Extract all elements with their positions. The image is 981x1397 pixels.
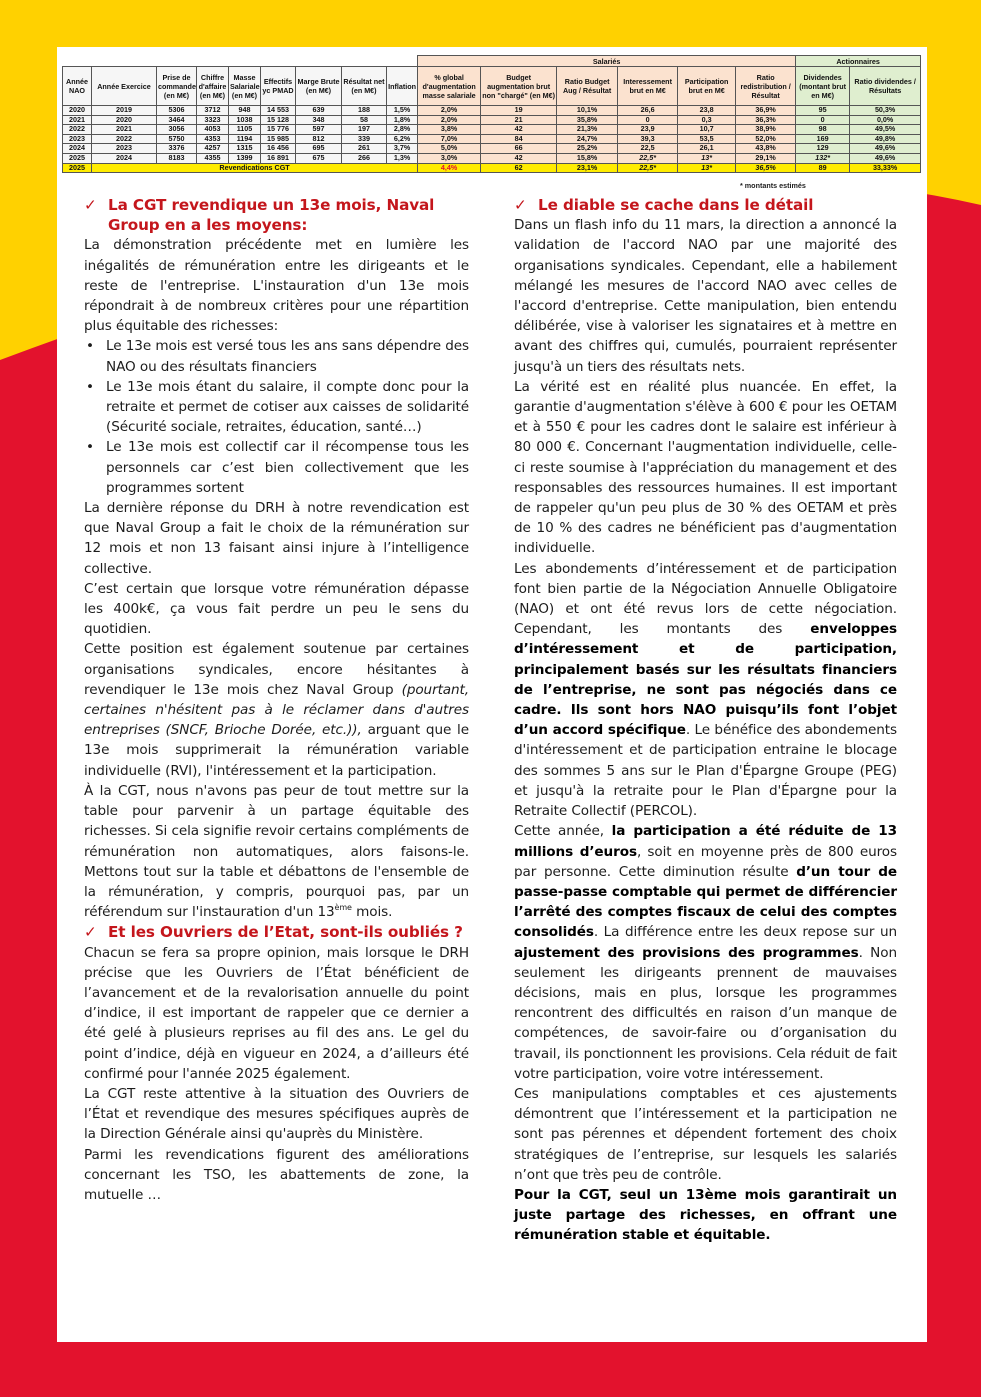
table-cell: 49,6% — [850, 144, 921, 154]
table-cell: 1,3% — [387, 153, 418, 163]
table-cell: 261 — [342, 144, 387, 154]
table-header-cell: Ratio redistribution / Résultat — [736, 67, 796, 106]
table-cell: 5306 — [157, 106, 197, 116]
table-cell: 36,3% — [736, 115, 796, 125]
table-cell: 1105 — [229, 125, 261, 135]
table-cell: 23,8 — [678, 106, 736, 116]
claim-redistribution: 36,5% — [736, 163, 796, 173]
table-cell: 21 — [481, 115, 557, 125]
table-cell: 2021 — [92, 125, 157, 135]
table-cell: 2022 — [63, 125, 92, 135]
table-cell: 0,3 — [678, 115, 736, 125]
table-cell: 2021 — [63, 115, 92, 125]
table-cell: 7,0% — [418, 134, 481, 144]
table-cell: 84 — [481, 134, 557, 144]
table-header-row — [63, 67, 921, 106]
left-column — [84, 195, 469, 1205]
right-column — [514, 195, 897, 1246]
table-cell: 15 776 — [261, 125, 296, 135]
table-row — [63, 134, 921, 144]
table-cell: 50,3% — [850, 106, 921, 116]
table-cell: 53,5 — [678, 134, 736, 144]
paragraph: La vérité est en réalité plus nuancée. En effet, la garantie d'augmentation s'élève à 600 € pour les OETAM et à 550 € pour les cadres dont le salaire est inférieur à 80 000 €. Concernant l'augmentation individuelle, celle-ci reste soumise à l'appréciation du management et des responsables des ressources humaines. Il est important de rappeler qu'un peu plus de 30 % des OETAM et près de 10 % des cadres ne bénéficient pas d'augmentation individuelle. — [514, 378, 897, 557]
table-cell: 2019 — [92, 106, 157, 116]
table-cell: 3,8% — [418, 125, 481, 135]
table-cell: 16 456 — [261, 144, 296, 154]
table-cell: 695 — [296, 144, 342, 154]
table-row — [63, 153, 921, 163]
table-cell: 10,1% — [557, 106, 618, 116]
table-cell: 2024 — [92, 153, 157, 163]
check-icon: ✓ — [514, 196, 527, 214]
heading-ouvriers-etat: ✓ Et les Ouvriers de l’Etat, sont-ils oubliés ? — [84, 923, 463, 942]
table-header-cell: Marge Brute (en M€) — [296, 67, 342, 106]
table-cell: 22,5 — [618, 144, 678, 154]
claim-participation: 13* — [678, 163, 736, 173]
table-cell: 2,8% — [387, 125, 418, 135]
table-cell: 3464 — [157, 115, 197, 125]
table-cell: 3376 — [157, 144, 197, 154]
table-header-cell: Interessement brut en M€ — [618, 67, 678, 106]
table-cell: 639 — [296, 106, 342, 116]
check-icon: ✓ — [84, 196, 97, 214]
paragraph: Cette position est également soutenue par certaines organisations syndicales, encore hésitantes à revendiquer le 13e mois chez Naval Group (pourtant, certaines n'hésitent pas à le réclamer dans d'autres entreprises (SNCF, Brioche Dorée, etc.)), arguant que le 13e mois supprimerait la rémunération variable individuelle (RVI), l'intéressement et la participation. — [84, 641, 470, 779]
table-cell: 2022 — [92, 134, 157, 144]
table-cell: 2020 — [63, 106, 92, 116]
check-icon: ✓ — [84, 923, 97, 942]
table-cell: 49,5% — [850, 125, 921, 135]
table-cell: 19 — [481, 106, 557, 116]
heading-13e-mois: ✓ La CGT revendique un 13e mois, Naval Group en a les moyens: — [84, 196, 435, 235]
table-cell: 39,3 — [618, 134, 678, 144]
paragraph: Parmi les revendications figurent des améliorations concernant les TSO, les abattements de zone, la mutuelle … — [84, 1146, 469, 1203]
table-row — [63, 115, 921, 125]
table-cell: 14 553 — [261, 106, 296, 116]
table-cell: 597 — [296, 125, 342, 135]
table-row — [63, 106, 921, 116]
paragraph: Dans un flash info du 11 mars, la direction a annoncé la validation de l'accord NAO par une majorité des organisations syndicales. Cependant, elle a habilement mélangé les mesures de l'accord NAO avec celles de l'accord d'entreprise. Cette manipulation, bien entendu délibérée, vise à valoriser les signataires et à mettre en avant des chiffres qui, cumulés, pourraient représenter jusqu'à un tiers des résultats nets. — [514, 217, 897, 375]
table-header-cell: Prise de commande (en M€) — [157, 67, 197, 106]
table-header-cell: Ratio Budget Aug / Résultat — [557, 67, 618, 106]
table-cell: 24,7% — [557, 134, 618, 144]
table-cell: 2,0% — [418, 115, 481, 125]
table-header-cell: Effectifs yc PMAD — [261, 67, 296, 106]
table-cell: 15,8% — [557, 153, 618, 163]
table-cell: 2025 — [63, 153, 92, 163]
table-cell: 0 — [618, 115, 678, 125]
table-cell: 1399 — [229, 153, 261, 163]
table-cell: 23,9 — [618, 125, 678, 135]
bullet-list — [84, 336, 469, 498]
table-cell: 1315 — [229, 144, 261, 154]
group-actionnaires: Actionnaires — [796, 56, 921, 67]
table-cell: 3712 — [197, 106, 229, 116]
table-cell: 98 — [796, 125, 850, 135]
table-cell: 5750 — [157, 134, 197, 144]
table-cell: 1,8% — [387, 115, 418, 125]
table-header-cell: Résultat net (en M€) — [342, 67, 387, 106]
table-cell: 15 128 — [261, 115, 296, 125]
claim-ratio: 23,1% — [557, 163, 618, 173]
table-cell: 52,0% — [736, 134, 796, 144]
table-cell: 15 985 — [261, 134, 296, 144]
table-cell: 22,5* — [618, 153, 678, 163]
claim-ratio-div: 33,33% — [850, 163, 921, 173]
table-cell: 1,5% — [387, 106, 418, 116]
claim-dividendes: 89 — [796, 163, 850, 173]
paragraph: La démonstration précédente met en lumière les inégalités de rémunération entre les dirigeants et le reste de l'entreprise. L'instauration d'un 13e mois répondrait à de nombreux critères pour une répartition plus équitable des richesses: — [84, 237, 469, 335]
table-cell: 43,8% — [736, 144, 796, 154]
financial-table — [62, 55, 921, 173]
table-cell: 348 — [296, 115, 342, 125]
claim-pct: 4,4% — [418, 163, 481, 173]
table-header-cell: Inflation — [387, 67, 418, 106]
table-header-cell: Année NAO — [63, 67, 92, 106]
table-cell: 1194 — [229, 134, 261, 144]
table-header-cell: % global d'augmentation masse salariale — [418, 67, 481, 106]
heading-diable-detail: ✓ Le diable se cache dans le détail — [514, 196, 814, 214]
table-cell: 188 — [342, 106, 387, 116]
paragraph: La CGT reste attentive à la situation des Ouvriers de l’État et revendique des mesures spécifiques auprès de la Direction Générale ainsi qu'auprès du Ministère. — [84, 1085, 469, 1143]
table-cell: 38,9% — [736, 125, 796, 135]
table-cell: 2020 — [92, 115, 157, 125]
table-cell: 26,1 — [678, 144, 736, 154]
table-row-claims — [63, 163, 921, 173]
table-cell: 4355 — [197, 153, 229, 163]
table-cell: 42 — [481, 125, 557, 135]
paragraph: Les abondements d’intéressement et de participation font bien partie de la Négociation Annuelle Obligatoire (NAO) et ont été revus lors de cette négociation. Cependant, les montants des enveloppes d’intéressement et de participation, principalement basés sur les résultats financiers de l’entreprise, ne sont pas négociés dans ce cadre. Ils sont hors NAO puisqu’ils font l’objet d’un accord spécifique. Le bénéfice des abondements d'intéressement et de participation entraine le blocage des sommes 5 ans sur le Plan d'Épargne Groupe (PEG) et jusqu'à la retraite pour le Plan d'Épargne pour la Retraite Collectif (PERCOL). — [514, 560, 897, 820]
table-cell: 6,2% — [387, 134, 418, 144]
claim-label: Revendications CGT — [92, 163, 418, 173]
table-cell: 169 — [796, 134, 850, 144]
table-cell: 0,0% — [850, 115, 921, 125]
paragraph: Chacun se fera sa propre opinion, mais lorsque le DRH précise que les Ouvriers de l’État bénéficient de l’avancement et de la revalorisation annuelle du point d’indice, il est important de rappeler que ce dernier a été gelé à plusieurs reprises au fil des ans. Le gel du point d’indice, déjà en vigueur en 2024, a d’ailleurs été confirmé pour l'année 2025 également. — [84, 944, 469, 1082]
table-footnote: * montants estimés — [740, 181, 806, 190]
table-cell: 49,8% — [850, 134, 921, 144]
table-row — [63, 144, 921, 154]
table-cell: 132* — [796, 153, 850, 163]
table-cell: 5,0% — [418, 144, 481, 154]
table-cell: 3,7% — [387, 144, 418, 154]
list-item: • Le 13e mois étant du salaire, il compte donc pour la retraite et permet de cotiser aux caisses de solidarité (Sécurité sociale, retraites, éducation, santé…) — [84, 377, 469, 438]
claim-interessement: 22,5* — [618, 163, 678, 173]
table-header-cell: Budget augmentation brut non "chargé" (en M€) — [481, 67, 557, 106]
table-cell: 8183 — [157, 153, 197, 163]
table-cell: 3323 — [197, 115, 229, 125]
table-cell: 4257 — [197, 144, 229, 154]
table-cell: 35,8% — [557, 115, 618, 125]
table-cell: 42 — [481, 153, 557, 163]
table-cell: 675 — [296, 153, 342, 163]
table-cell: 66 — [481, 144, 557, 154]
table-cell: 197 — [342, 125, 387, 135]
paragraph: La dernière réponse du DRH à notre revendication est que Naval Group a fait le choix de la rémunération sur 12 mois et non 13 faisant ainsi injure à l’intelligence collective. — [84, 500, 469, 577]
table-header-cell: Dividendes (montant brut en M€) — [796, 67, 850, 106]
table-cell: 3056 — [157, 125, 197, 135]
group-salaries: Salariés — [418, 56, 796, 67]
table-row — [63, 125, 921, 135]
table-cell: 339 — [342, 134, 387, 144]
claim-year: 2025 — [63, 163, 92, 173]
table-cell: 0 — [796, 115, 850, 125]
table-cell: 16 891 — [261, 153, 296, 163]
table-cell: 29,1% — [736, 153, 796, 163]
table-cell: 2023 — [63, 134, 92, 144]
table-cell: 21,3% — [557, 125, 618, 135]
table-cell: 266 — [342, 153, 387, 163]
table-cell: 10,7 — [678, 125, 736, 135]
table-header-cell: Année Exercice — [92, 67, 157, 106]
table-cell: 129 — [796, 144, 850, 154]
table-header-cell: Chiffre d'affaire (en M€) — [197, 67, 229, 106]
table-cell: 49,6% — [850, 153, 921, 163]
table-cell: 26,6 — [618, 106, 678, 116]
table-cell: 58 — [342, 115, 387, 125]
paragraph: Cette année, la participation a été réduite de 13 millions d’euros, soit en moyenne près de 800 euros par personne. Cette diminution résulte d’un tour de passe-passe comptable qui permet de différencier l’arrêté des comptes fiscaux de celui des comptes consolidés. La différence entre les deux repose sur un ajustement des provisions des programmes. Non seulement les dirigeants prennent de mauvaises décisions, mais en plus, lorsque les programmes rencontrent des difficultés en raison d’un manque de compétences, de savoir-faire ou d’organisation du travail, ils ponctionnent les provisions. Cela réduit de fait votre participation, voire votre intéressement. — [514, 823, 897, 1082]
table-cell: 25,2% — [557, 144, 618, 154]
list-item: • Le 13e mois est versé tous les ans sans dépendre des NAO ou des résultats financiers — [84, 336, 469, 376]
claim-budget: 62 — [481, 163, 557, 173]
paragraph: À la CGT, nous n'avons pas peur de tout mettre sur la table pour parvenir à un partage équitable des richesses. Si cela signifie revoir certains compléments de rémunération non automatiques, alors faisons-le. Mettons tout sur la table et débattons de l'ensemble de la rémunération, y compris, pourquoi pas, par un référendum sur l'instauration d'un 13ème mois. — [84, 782, 469, 921]
table-cell: 948 — [229, 106, 261, 116]
table-cell: 2023 — [92, 144, 157, 154]
table-cell: 36,9% — [736, 106, 796, 116]
paragraph: C’est certain que lorsque votre rémunération dépasse les 400k€, ça vous fait perdre un peu le sens du quotidien. — [84, 580, 469, 638]
list-item: • Le 13e mois est collectif car il récompense tous les personnels car c’est bien collectivement que les programmes sortent — [84, 437, 469, 498]
table-cell: 812 — [296, 134, 342, 144]
table-cell: 3,0% — [418, 153, 481, 163]
table-cell: 4353 — [197, 134, 229, 144]
table-cell: 2,0% — [418, 106, 481, 116]
table-cell: 4053 — [197, 125, 229, 135]
table-group-row — [63, 56, 921, 67]
table-header-cell: Masse Salariale (en M€) — [229, 67, 261, 106]
paragraph: Ces manipulations comptables et ces ajustements démontrent que l’intéressement et la participation ne sont pas pérennes et dépendent fortement des choix stratégiques de l’entreprise, sur lesquels les salariés n’ont que très peu de contrôle. — [514, 1085, 897, 1183]
table-cell: 95 — [796, 106, 850, 116]
table-header-cell: Ratio dividendes / Résultats — [850, 67, 921, 106]
table-cell: 13* — [678, 153, 736, 163]
paragraph-conclusion: Pour la CGT, seul un 13ème mois garantirait un juste partage des richesses, en offrant une rémunération stable et équitable. — [514, 1186, 897, 1244]
table-header-cell: Participation brut en M€ — [678, 67, 736, 106]
table-cell: 1038 — [229, 115, 261, 125]
table-cell: 2024 — [63, 144, 92, 154]
